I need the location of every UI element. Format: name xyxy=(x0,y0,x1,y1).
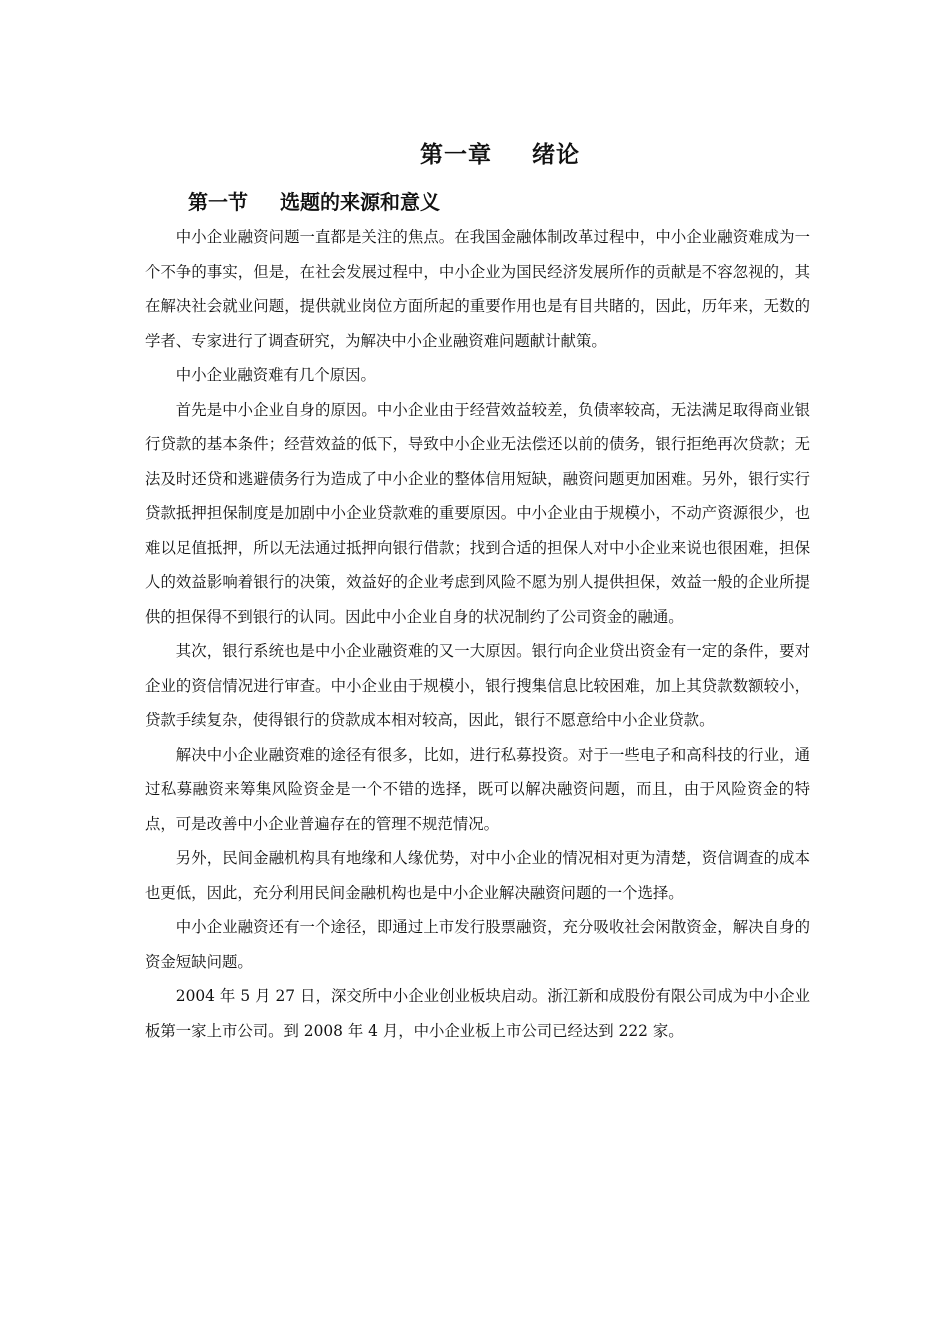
paragraph: 其次，银行系统也是中小企业融资难的又一大原因。银行向企业贷出资金有一定的条件，要对企业的资信情况进行审查。中小企业由于规模小，银行搜集信息比较困难，加上其贷款数额较小，贷款手续复杂，使得银行的贷款成本相对较高，因此，银行不愿意给中小企业贷款。 xyxy=(145,642,810,729)
section-number: 第一节 xyxy=(188,190,248,214)
body-text xyxy=(145,220,810,1048)
paragraph: 2004 年 5 月 27 日，深交所中小企业创业板块启动。浙江新和成股份有限公司成为中小企业板第一家上市公司。到 2008 年 4 月，中小企业板上市公司已经达到 222 家。 xyxy=(145,987,810,1040)
section-title: 选题的来源和意义 xyxy=(280,190,440,214)
chapter-number: 第一章 xyxy=(420,141,492,168)
chapter-heading xyxy=(0,136,950,169)
paragraph: 中小企业融资还有一个途径，即通过上市发行股票融资，充分吸收社会闲散资金，解决自身的资金短缺问题。 xyxy=(145,918,810,971)
paragraph: 中小企业融资难有几个原因。 xyxy=(175,366,376,384)
paragraph: 另外，民间金融机构具有地缘和人缘优势，对中小企业的情况相对更为清楚，资信调查的成本也更低，因此，充分利用民间金融机构也是中小企业解决融资问题的一个选择。 xyxy=(145,849,810,902)
paragraph: 中小企业融资问题一直都是关注的焦点。在我国金融体制改革过程中，中小企业融资难成为一个不争的事实，但是，在社会发展过程中，中小企业为国民经济发展所作的贡献是不容忽视的，其在解决社会就业问题，提供就业岗位方面所起的重要作用也是有目共睹的，因此，历年来，无数的学者、专家进行了调查研究，为解决中小企业融资难问题献计献策。 xyxy=(145,228,810,350)
paragraph: 解决中小企业融资难的途径有很多，比如，进行私募投资。对于一些电子和高科技的行业，通过私募融资来筹集风险资金是一个不错的选择，既可以解决融资问题，而且，由于风险资金的特点，可是改善中小企业普遍存在的管理不规范情况。 xyxy=(145,745,810,833)
section-heading xyxy=(188,186,440,215)
chapter-title: 绪论 xyxy=(532,141,580,168)
paragraph: 首先是中小企业自身的原因。中小企业由于经营效益较差，负债率较高，无法满足取得商业银行贷款的基本条件；经营效益的低下，导致中小企业无法偿还以前的债务，银行拒绝再次贷款；无法及时还贷和逃避债务行为造成了中小企业的整体信用短缺，融资问题更加困难。另外，银行实行贷款抵押担保制度是加剧中小企业贷款难的重要原因。中小企业由于规模小，不动产资源很少，也难以足值抵押，所以无法通过抵押向银行借款；找到合适的担保人对中小企业来说也很困难，担保人的效益影响着银行的决策，效益好的企业考虑到风险不愿为别人提供担保，效益一般的企业所提供的担保得不到银行的认同。因此中小企业自身的状况制约了公司资金的融通。 xyxy=(145,400,810,626)
